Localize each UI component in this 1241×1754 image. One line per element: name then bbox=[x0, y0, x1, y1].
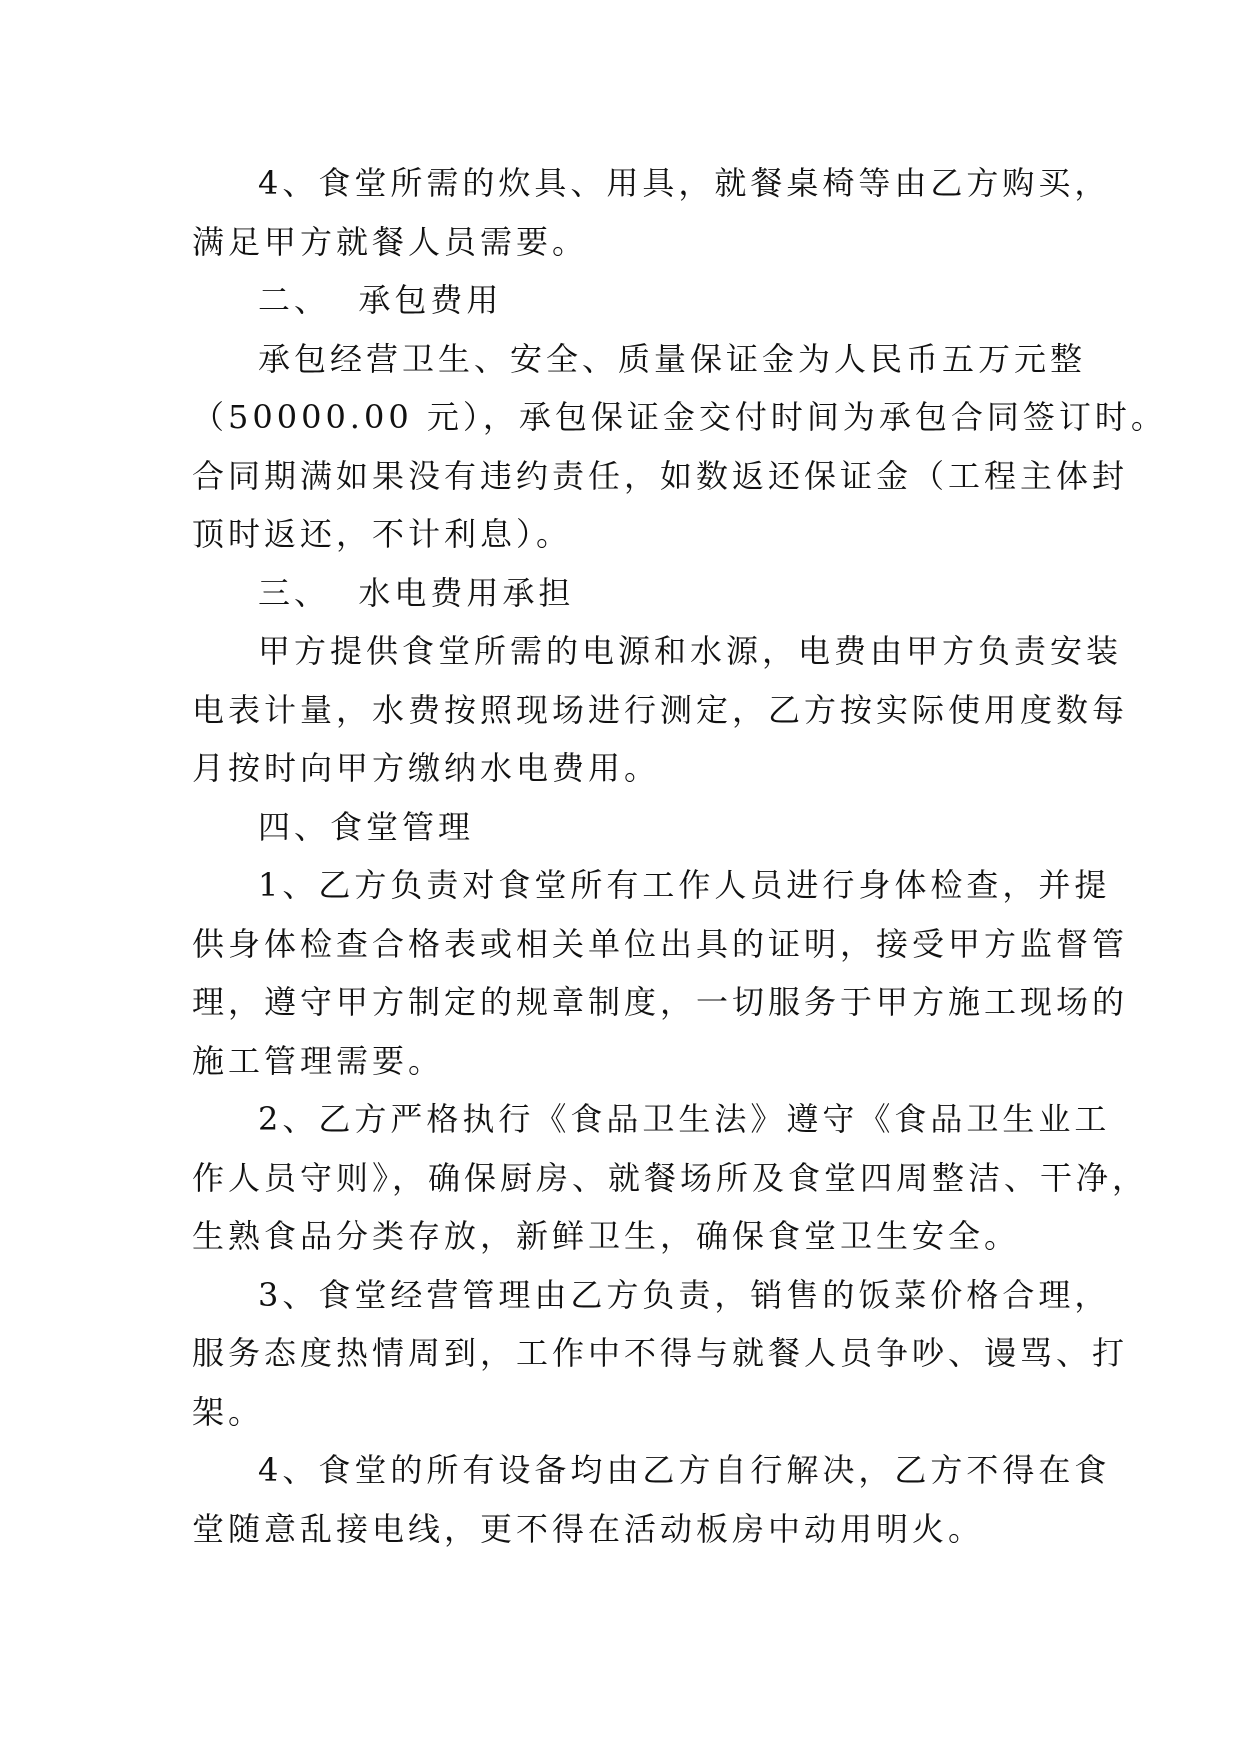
paragraph bbox=[192, 1090, 1149, 1266]
document-body bbox=[192, 154, 1167, 1558]
section-heading: 二、 承包费用 bbox=[258, 281, 503, 319]
paragraph-line: 架。 bbox=[192, 1392, 265, 1431]
paragraph-line: 堂随意乱接电线，更不得在活动板房中动用明火。 bbox=[192, 1509, 985, 1548]
paragraph bbox=[192, 622, 1129, 798]
paragraph-line: 1、乙方负责对食堂所有工作人员进行身体检查，并提 bbox=[258, 866, 1111, 904]
section-heading: 四、食堂管理 bbox=[258, 807, 475, 846]
paragraph-line: 作人员守则》，确保厨房、就餐场所及食堂四周整洁、干净， bbox=[192, 1158, 1149, 1197]
paragraph-line: 顶时返还，不计利息）。 bbox=[192, 515, 573, 553]
paragraph-line: 电表计量，水费按照现场进行测定，乙方按实际使用度数每 bbox=[192, 690, 1129, 729]
paragraph-line: 月按时向甲方缴纳水电费用。 bbox=[192, 749, 661, 787]
paragraph bbox=[192, 1441, 1111, 1558]
paragraph-line: 2、乙方严格执行《食品卫生法》遵守《食品卫生业工 bbox=[258, 1100, 1111, 1138]
paragraph-line: （50000.00 元），承包保证金交付时间为承包合同签订时。 bbox=[192, 398, 1167, 436]
paragraph-line: 服务态度热情周到，工作中不得与就餐人员争吵、谩骂、打 bbox=[192, 1334, 1129, 1372]
paragraph-line: 合同期满如果没有违约责任，如数返还保证金（工程主体封 bbox=[192, 456, 1129, 495]
paragraph bbox=[192, 1266, 1129, 1442]
paragraph bbox=[192, 856, 1129, 1090]
paragraph-line: 施工管理需要。 bbox=[192, 1041, 445, 1080]
paragraph-line: 供身体检查合格表或相关单位出具的证明，接受甲方监督管 bbox=[192, 924, 1129, 963]
paragraph bbox=[192, 330, 1167, 564]
section-heading: 三、 水电费用承担 bbox=[258, 573, 575, 612]
paragraph-line: 3、食堂经营管理由乙方负责，销售的饭菜价格合理， bbox=[258, 1275, 1111, 1314]
paragraph-line: 4、食堂的所有设备均由乙方自行解决，乙方不得在食 bbox=[258, 1451, 1111, 1489]
paragraph bbox=[192, 154, 1111, 271]
paragraph-line: 承包经营卫生、安全、质量保证金为人民币五万元整 bbox=[258, 339, 1087, 378]
paragraph-line: 满足甲方就餐人员需要。 bbox=[192, 222, 589, 261]
paragraph-line: 甲方提供食堂所需的电源和水源，电费由甲方负责安装 bbox=[258, 632, 1123, 670]
paragraph-line: 理，遵守甲方制定的规章制度，一切服务于甲方施工现场的 bbox=[192, 983, 1129, 1021]
paragraph-line: 4、食堂所需的炊具、用具，就餐桌椅等由乙方购买， bbox=[258, 164, 1111, 202]
paragraph-line: 生熟食品分类存放，新鲜卫生，确保食堂卫生安全。 bbox=[192, 1217, 1021, 1255]
